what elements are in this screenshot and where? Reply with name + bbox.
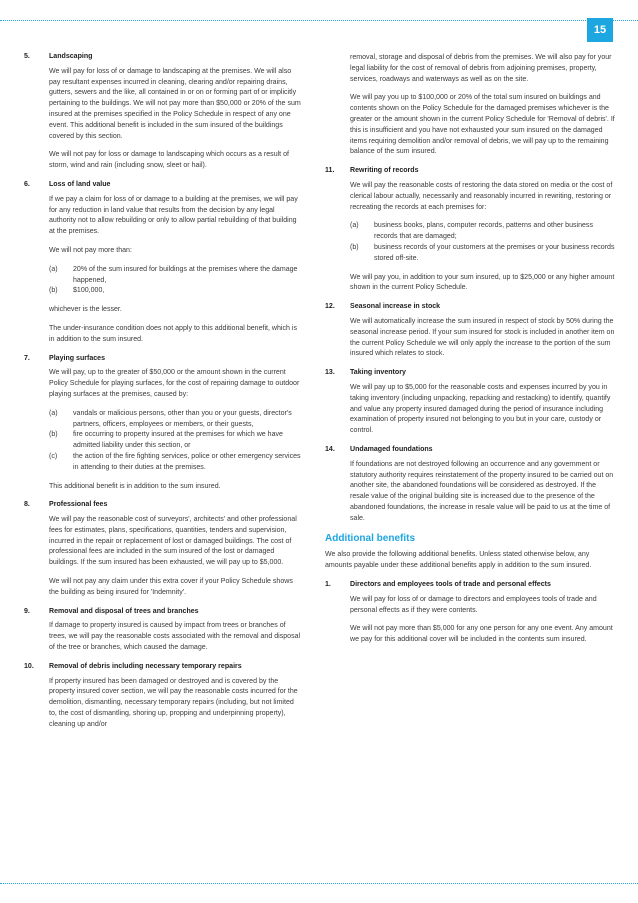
list [24, 409, 302, 474]
list-text: the action of the fire fighting services, police or other emergency services in attending to their duties at the premises. [73, 452, 301, 471]
section-title: Seasonal increase in stock [350, 303, 441, 311]
list-item [49, 286, 302, 297]
footer-rule [0, 883, 638, 884]
paragraph: We will pay, up to the greater of $50,000 or the amount shown in the current Policy Schedule for playing surfaces, for the cost of repairing damage to outdoor playing surfaces at the premises, caused by: [49, 369, 300, 398]
header-rule [0, 20, 638, 21]
section-heading [24, 500, 302, 511]
section-number: 14. [325, 445, 335, 453]
section-heading [24, 354, 302, 365]
paragraph: We will pay you up to $100,000 or 20% of the total sum insured on buildings and contents shown on the Policy Schedule for the damaged premises whichever is the greater or the amount shown in the current Policy Schedule for 'Removal of debris'. If this is insufficient and you have not exhausted your sum insured on the damaged items requiring demolition and/or removal of debris, we will pay up to the remaining balance of the sum insured. [350, 94, 615, 156]
section-title: Undamaged foundations [350, 445, 433, 453]
section-playing-surfaces [24, 354, 302, 493]
paragraph: We will pay for loss of or damage to landscaping at the premises. We will also pay resultant expenses incurred in cleaning, clearing and/or repairing drains, gutters, sewers and the like, all contained in or on or forming part of or implicitly pertaining to the buildings. We will not pay more than $50,000 or 20% of the sum insured at the premises specified in the Policy Schedule in respect of any one event. This additional benefit is included in the sum insured of the buildings covered by this section. [49, 67, 301, 140]
section-number: 9. [24, 607, 30, 615]
paragraph: We will pay for loss of or damage to directors and employees tools of trade and personal effects as if they were contents. [350, 595, 597, 614]
section-title: Playing surfaces [49, 354, 106, 362]
section-rewriting-of-records [325, 166, 615, 294]
section-removal-of-debris-continued [325, 53, 615, 158]
paragraph: We will not pay for loss or damage to landscaping which occurs as a result of storm, wind and rain (including snow, sleet or hail). [49, 151, 289, 170]
paragraph: If foundations are not destroyed following an occurrence and any government or statutory authority requires reinstatement of the property insured to be carried out on another site, the abandoned foundations will be considered as destroyed. If the resale value of the original building site is increased due to the presence of the abandoned foundations, the increase in resale value will be paid to us at the time of sale. [350, 460, 614, 522]
section-heading [24, 662, 302, 673]
list-text: vandals or malicious persons, other than you or your guests, director's partners, officers, employees or members, or their guests, [73, 409, 292, 428]
section-title: Landscaping [49, 53, 93, 60]
section-heading [325, 445, 615, 456]
section-landscaping [24, 52, 302, 172]
section-number: 8. [24, 501, 30, 509]
section-seasonal-increase [325, 302, 615, 360]
section-heading [24, 52, 302, 63]
section-heading [325, 302, 615, 313]
section-number: 11. [325, 167, 335, 175]
section-title: Removal of debris including necessary temporary repairs [49, 662, 242, 670]
paragraph: The under-insurance condition does not apply to this additional benefit, which is in addition to the sum insured. [49, 324, 297, 343]
section-professional-fees [24, 500, 302, 598]
list-item [49, 265, 302, 287]
additional-benefits-heading: Additional benefits [325, 533, 415, 545]
list [24, 265, 302, 297]
section-title: Directors and employees tools of trade and personal effects [350, 581, 551, 589]
additional-benefits-intro: We also provide the following additional benefits. Unless stated otherwise below, any amounts payable under these additional benefits apply in addition to the sum insured. [325, 551, 592, 570]
section-number: 6. [24, 180, 30, 188]
list-item [49, 409, 302, 431]
section-removal-of-trees [24, 607, 302, 654]
paragraph: removal, storage and disposal of debris from the premises. We will also pay for your legal liability for the cost of removal of debris from adjoining premises, property, services, roadways and waterways as well as on the site. [350, 54, 612, 83]
paragraph: We will not pay any claim under this extra cover if your Policy Schedule shows the building as being insured for 'Indemnity'. [49, 578, 293, 596]
list-marker: (c) [49, 452, 58, 460]
paragraph: If damage to property insured is caused by impact from trees or branches of trees, we will pay the reasonable costs associated with the removal and disposal of the tree or branches, which caused the damage. [49, 622, 301, 652]
paragraph: If property insured has been damaged or destroyed and is covered by the property insured cover section, we will pay the reasonable costs incurred for the demolition, dismantling, necessary temporary repairs (including, but not limited to, the cost of dismantling, shoring up, propping and underpinning property), cleaning up and/or [49, 677, 298, 728]
section-undamaged-foundations [325, 445, 615, 525]
section-title: Removal and disposal of trees and branches [49, 607, 199, 615]
paragraph: We will not pay more than $5,000 for any one person for any one event. Any amount we pay for this additional cover will be included in the contents sum insured. [350, 625, 613, 644]
list-marker: (a) [49, 409, 58, 417]
list-item [49, 430, 302, 452]
section-number: 7. [24, 354, 30, 362]
section-heading [325, 368, 615, 379]
section-number: 10. [24, 662, 34, 670]
section-removal-of-debris [24, 662, 302, 731]
section-heading [325, 580, 615, 591]
list-item [350, 243, 615, 265]
list-marker: (a) [350, 222, 359, 230]
paragraph: whichever is the lesser. [49, 306, 122, 314]
list-marker: (a) [49, 265, 58, 273]
paragraph: We will pay the reasonable costs of restoring the data stored on media or the cost of clerical labour actually, necessarily and reasonably incurred in rewriting, restoring or recreating the records at each premises for: [350, 181, 613, 211]
list-item [350, 221, 615, 243]
section-title: Taking inventory [350, 369, 406, 377]
section-number: 13. [325, 369, 335, 377]
section-title: Loss of land value [49, 180, 111, 188]
list-marker: (b) [49, 287, 58, 295]
paragraph: We will automatically increase the sum insured in respect of stock by 50% during the seasonal increase period. If your sum insured for stock is included in another item on the current Policy Schedule we will only apply the increase to the portion of the sum insured which relates to stock. [350, 317, 615, 358]
paragraph: We will pay up to $5,000 for the reasonable costs and expenses incurred by you in taking inventory (including unpacking, repacking and restacking) to identify, quantify and value any property insured damaged during the period of insurance including examination of property insured not belonging to you but in your care, custody or control. [350, 383, 611, 435]
section-loss-of-land-value [24, 180, 302, 346]
paragraph: We will pay you, in addition to your sum insured, up to $25,000 or any higher amount shown in the current Policy Schedule. [350, 273, 615, 292]
section-number: 1. [325, 581, 331, 589]
list-marker: (b) [350, 243, 359, 251]
section-taking-inventory [325, 368, 615, 437]
right-column [325, 53, 615, 654]
section-number: 12. [325, 303, 335, 311]
section-heading [325, 166, 615, 177]
list-marker: (b) [49, 431, 58, 439]
section-heading [24, 180, 302, 191]
list-text: 20% of the sum insured for buildings at the premises where the damage happened, [73, 265, 298, 284]
list-text: business books, plans, computer records, patterns and other business records that are damaged; [374, 222, 593, 241]
list [325, 221, 615, 264]
section-heading [24, 607, 302, 618]
list-text: business records of your customers at the premises or your business records stored off-site. [374, 243, 615, 262]
list-text: fire occurring to property insured at the premises for which we have admitted liability under this section, or [73, 431, 283, 450]
list-item [49, 452, 302, 474]
section-title: Rewriting of records [350, 167, 419, 175]
left-column [24, 52, 302, 739]
paragraph: We will pay the reasonable cost of surveyors', architects' and other professional fees for estimates, plans, specifications, quantities, tenders and supervision, incurred in the repair or replacement of lost or damaged buildings. The cost of professional fees are included in the sum insured of the lost or damaged buildings. If the sum insured has been exhausted, we will pay up to $5,000. [49, 516, 297, 567]
paragraph: We will not pay more than: [49, 246, 132, 254]
section-directors-tools [325, 580, 615, 646]
section-title: Professional fees [49, 501, 108, 509]
paragraph: This additional benefit is in addition to the sum insured. [49, 482, 221, 490]
list-text: $100,000, [73, 287, 105, 295]
paragraph: If we pay a claim for loss of or damage to a building at the premises, we will pay for any reduction in land value that results from the decision by any legal authority not to allow rebuilding or only to allow partial rebuilding of that building at the premises. [49, 195, 298, 236]
section-number: 5. [24, 53, 30, 60]
page-number: 15 [587, 18, 613, 42]
